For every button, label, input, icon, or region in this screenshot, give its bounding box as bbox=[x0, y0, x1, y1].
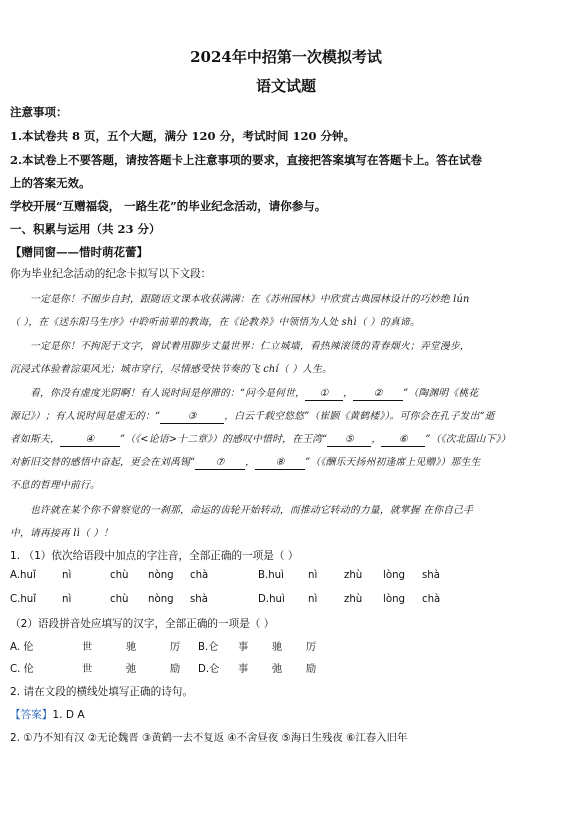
option-b-pinyin: zhù bbox=[344, 570, 363, 581]
passage-text: ， bbox=[371, 434, 382, 445]
section-subheading: 【赠同窗——惜时萌花蕾】 bbox=[10, 245, 148, 259]
option-b-2-char: 事 bbox=[238, 642, 249, 653]
blank-4: ④ bbox=[60, 434, 120, 447]
option-c-2-char: 世 bbox=[82, 664, 93, 675]
passage-p3-line-2 bbox=[10, 408, 572, 424]
option-c-2-label: C. 伦 bbox=[10, 664, 34, 675]
option-a-pinyin: chà bbox=[190, 570, 209, 581]
option-c-label: C.huǐ bbox=[10, 594, 37, 605]
exam-title: 2024年中招第一次模拟考试 bbox=[190, 48, 382, 66]
option-d-2-label: D.仑 bbox=[198, 664, 220, 675]
option-d-pinyin: zhù bbox=[344, 594, 363, 605]
option-d-2-char: 弛 bbox=[272, 664, 283, 675]
passage-p3-line-1 bbox=[30, 385, 572, 401]
answer-tag: 【答案】 bbox=[10, 709, 53, 721]
option-a-pinyin: nì bbox=[62, 570, 72, 581]
passage-text: ”（《<论语>十二章》）的感叹中惜时，在王湾“ bbox=[119, 434, 328, 445]
option-a-pinyin: nòng bbox=[148, 570, 174, 581]
answer-line-2: 2. ①乃不知有汉 ②无论魏晋 ③黄鹤一去不复返 ④不舍昼夜 ⑤海日生残夜 ⑥江春入旧年 bbox=[10, 732, 408, 744]
option-c-2-char: 励 bbox=[170, 664, 181, 675]
passage-text: ”（《次北固山下》） bbox=[425, 434, 511, 445]
option-a-2-char: 驰 bbox=[126, 642, 137, 653]
option-b-pinyin: shà bbox=[422, 570, 441, 581]
notice-item-1: 1.本试卷共 8 页，五个大题，满分 120 分，考试时间 120 分钟。 bbox=[10, 129, 356, 143]
passage-p1-line-2: （ ），在《送东阳马生序》中聆听前辈的教诲，在《论教养》中领悟为人处 shì（ ）的真谛。 bbox=[10, 317, 420, 328]
option-c-pinyin: nòng bbox=[148, 594, 174, 605]
answer-1: 1. D A bbox=[52, 709, 85, 721]
passage-p2-line-1: 一定是你！不拘泥于文字，曾试着用脚步丈量世界：仁立城墙，看热辣滚烫的青春烟火；弄堂漫步， bbox=[30, 341, 470, 352]
passage-text: 源记》）；有人说时间是虚无的：“ bbox=[10, 411, 161, 422]
blank-7: ⑦ bbox=[195, 457, 245, 470]
passage-p4-line-2: 中，请再接再 lì（ ）！ bbox=[10, 528, 114, 539]
notice-item-2-line-2: 上的答案无效。 bbox=[10, 176, 91, 190]
passage-text: ，白云千载空悠悠”（崔颢《黄鹤楼》）。可你会在孔子发出“逝 bbox=[224, 411, 495, 422]
blank-5: ⑤ bbox=[327, 434, 371, 447]
section-lead: 你为毕业纪念活动的纪念卡拟写以下文段： bbox=[10, 268, 212, 280]
notice-heading: 注意事项： bbox=[10, 105, 68, 119]
option-a-2-label: A. 伦 bbox=[10, 642, 34, 653]
option-d-2-char: 励 bbox=[306, 664, 317, 675]
option-a-2-char: 厉 bbox=[170, 642, 181, 653]
passage-p4-line-1: 也许就在某个你不曾察觉的一刹那，命运的齿轮开始转动，而推动它转动的力量，就掌握 在你自己手 bbox=[30, 505, 474, 516]
passage-text: 对新旧交替的感悟中奋起，更会在刘禹锡“ bbox=[10, 457, 196, 468]
passage-p3-line-3 bbox=[10, 431, 572, 447]
passage-p1-line-1: 一定是你！不囿步自封，跟随语文课本收获满满：在《苏州园林》中欣赏古典园林设计的巧妙绝 lún bbox=[30, 294, 470, 305]
exam-subtitle: 语文试题 bbox=[255, 77, 316, 95]
blank-2: ② bbox=[353, 388, 403, 401]
option-b-2-char: 厉 bbox=[306, 642, 317, 653]
passage-p3-line-5: 不息的哲理中前行。 bbox=[10, 480, 100, 491]
option-d-label: D.huì bbox=[258, 594, 285, 605]
passage-text: ， bbox=[245, 457, 256, 468]
option-d-pinyin: lòng bbox=[383, 594, 405, 605]
blank-8: ⑧ bbox=[255, 457, 305, 470]
option-d-2-char: 事 bbox=[238, 664, 249, 675]
option-b-2-char: 驰 bbox=[272, 642, 283, 653]
option-b-label: B.huì bbox=[258, 570, 284, 581]
option-a-2-char: 世 bbox=[82, 642, 93, 653]
passage-text: 者如斯夫， bbox=[10, 434, 60, 445]
answer-line-1 bbox=[10, 707, 572, 722]
question-2: 2. 请在文段的横线处填写正确的诗句。 bbox=[10, 686, 193, 698]
question-1-2: （2）语段拼音处应填写的汉字，全部正确的一项是（ ） bbox=[10, 618, 275, 630]
option-c-pinyin: chù bbox=[110, 594, 129, 605]
activity-intro: 学校开展“互赠福袋， 一路生花”的毕业纪念活动，请你参与。 bbox=[10, 199, 327, 213]
option-b-pinyin: nì bbox=[308, 570, 318, 581]
option-a-label: A.huǐ bbox=[10, 570, 36, 581]
passage-p2-line-2: 沉浸式体验着淙渠风光；城市穿行，尽情感受快节奏的飞 chí（ ）人生。 bbox=[10, 364, 333, 375]
blank-1: ① bbox=[305, 388, 343, 401]
option-c-2-char: 弛 bbox=[126, 664, 137, 675]
section-heading: 一、积累与运用（共 23 分） bbox=[10, 222, 161, 236]
blank-6: ⑥ bbox=[381, 434, 425, 447]
option-a-pinyin: chù bbox=[110, 570, 129, 581]
passage-text: 看，你没有虚度光阴啊！有人说时间是停滞的：“问今是何世， bbox=[30, 388, 306, 399]
passage-text: ”（《酬乐天扬州初逢席上见赠》）那生生 bbox=[305, 457, 481, 468]
blank-3: ③ bbox=[160, 411, 224, 424]
passage-text: ， bbox=[343, 388, 354, 399]
passage-text: ”（陶渊明《桃花 bbox=[403, 388, 479, 399]
option-c-pinyin: nì bbox=[62, 594, 72, 605]
question-1-1: 1. （1）依次给语段中加点的字注音，全部正确的一项是（ ） bbox=[10, 550, 299, 562]
notice-item-2-line-1: 2.本试卷上不要答题，请按答题卡上注意事项的要求，直接把答案填写在答题卡上。答在试卷 bbox=[10, 153, 483, 167]
option-d-pinyin: chà bbox=[422, 594, 441, 605]
option-d-pinyin: nì bbox=[308, 594, 318, 605]
passage-p3-line-4 bbox=[10, 454, 572, 470]
option-c-pinyin: shà bbox=[190, 594, 209, 605]
option-b-pinyin: lòng bbox=[383, 570, 405, 581]
option-b-2-label: B.仑 bbox=[198, 642, 219, 653]
